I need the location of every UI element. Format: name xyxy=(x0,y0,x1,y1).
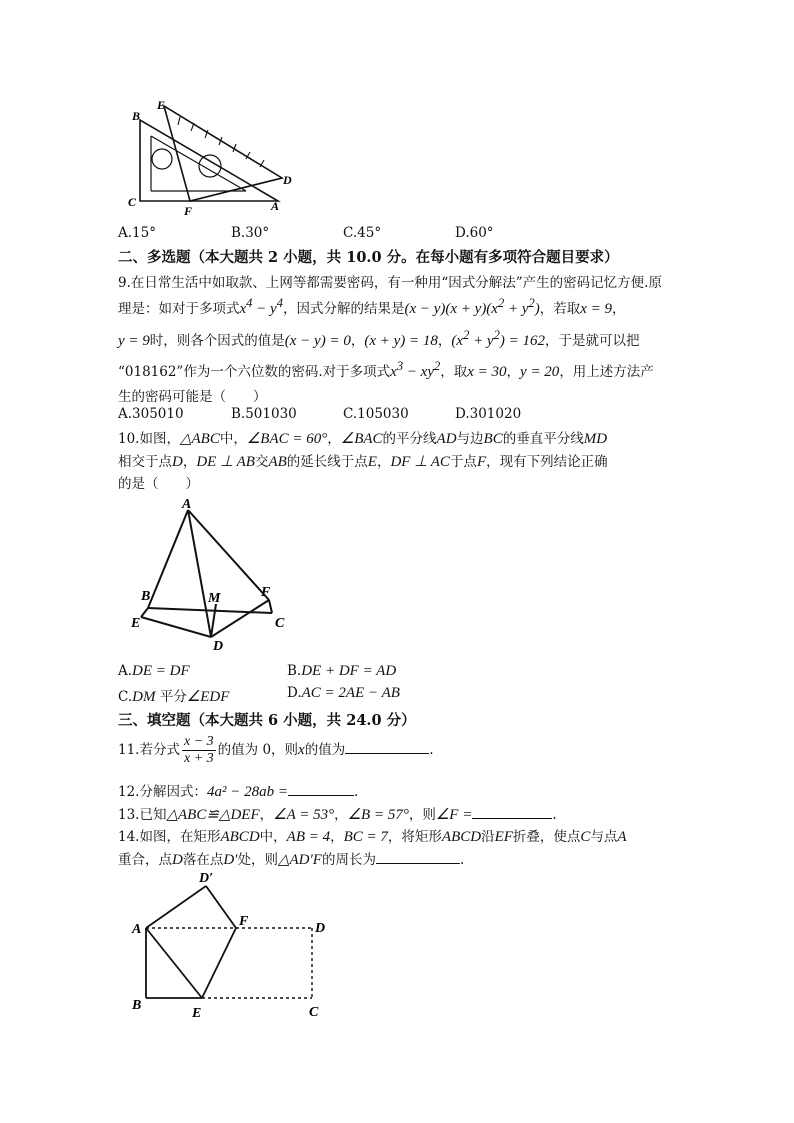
label-e: E xyxy=(192,1006,202,1021)
q10-line1: 10.如图，△ABC中，∠BAC = 60°，∠BAC的平分线AD与边BC的垂直平分线MD xyxy=(118,431,608,447)
q9-line4: “018162”作为一个六位数的密码.对于多项式$x^3 - xy^2$，取x = 30，y = 20，用上述方法产 xyxy=(118,359,654,380)
q8-option-a: A.15° xyxy=(118,225,156,241)
q13: 13.已知△ABC≌△DEF，∠A = 53°，∠B = 57°，则∠F = . xyxy=(118,803,557,824)
section3-title: 三、填空题（本大题共 6 小题，共 24.0 分） xyxy=(118,712,416,729)
q11: 11.若分式 $\frac{x - 3}{x + 3}$ 的值为 0，则x的值为 . xyxy=(118,734,434,766)
q10-option-b: B.DE + DF = AD xyxy=(287,663,397,679)
q8-option-c: C.45° xyxy=(343,225,382,241)
q9-line2: 理是：如对于多项式$x^4 - y^4$，因式分解的结果是$(x - y)(x + y)(x^2 + y^2)$，若取x = 9， xyxy=(118,296,626,317)
q9-option-a: A.305010 xyxy=(118,406,184,422)
hole-circle-1 xyxy=(152,149,172,169)
q8-option-b: B.30° xyxy=(231,225,270,241)
label-b: B xyxy=(141,589,151,604)
q10-option-d: D.AC = 2AE − AB xyxy=(287,685,400,701)
q10-figure xyxy=(124,492,304,656)
label-f: F xyxy=(184,204,193,218)
label-c: C xyxy=(128,195,137,209)
q14-line1: 14.如图，在矩形ABCD中，AB = 4，BC = 7，将矩形ABCD沿EF折叠，使点C与点A xyxy=(118,829,627,845)
q12: 12.分解因式：4a² − 28ab = . xyxy=(118,780,358,801)
label-d-prime: D′ xyxy=(199,871,214,886)
q14-line2: 重合，点D落在点D′处，则△AD′F的周长为 . xyxy=(118,848,464,869)
label-c: C xyxy=(275,616,285,631)
q9-line3: y = 9时，则各个因式的值是(x − y) = 0，(x + y) = 18，$(x^2 + y^2) = 162$，于是就可以把 xyxy=(118,328,640,349)
label-a: A xyxy=(132,922,142,937)
q8-figure xyxy=(118,96,308,220)
q14-figure xyxy=(126,868,336,1024)
label-e: E xyxy=(131,616,141,631)
q12-answer-blank[interactable] xyxy=(288,781,354,796)
q9-option-d: D.301020 xyxy=(455,406,522,422)
label-b: B xyxy=(132,109,141,123)
q9-option-c: C.105030 xyxy=(343,406,409,422)
q10-line2: 相交于点D，DE ⊥ AB交AB的延长线于点E，DF ⊥ AC于点F，现有下列结论正确 xyxy=(118,454,608,470)
label-m: M xyxy=(208,591,221,606)
q11-fraction: $\frac{x - 3}{x + 3}$ xyxy=(183,734,214,766)
q14-answer-blank[interactable] xyxy=(376,849,460,864)
label-a: A xyxy=(271,199,280,213)
triangle-bca xyxy=(140,120,278,201)
label-b: B xyxy=(132,998,142,1013)
q13-answer-blank[interactable] xyxy=(472,804,552,819)
label-f: F xyxy=(261,585,271,600)
label-d: D xyxy=(283,173,292,187)
q11-answer-blank[interactable] xyxy=(345,739,429,754)
label-e: E xyxy=(157,98,166,112)
label-f: F xyxy=(239,914,249,929)
section2-title: 二、多选题（本大题共 2 小题，共 10.0 分。在每小题有多项符合题目要求） xyxy=(118,249,619,266)
q8-option-d: D.60° xyxy=(455,225,494,241)
label-c: C xyxy=(309,1005,319,1020)
label-d: D xyxy=(213,639,224,654)
q9-line5: 生的密码可能是（ ） xyxy=(118,389,267,405)
q9-option-b: B.501030 xyxy=(231,406,297,422)
q10-line3: 的是（ ） xyxy=(118,476,199,492)
q9-line1: 9.在日常生活中如取款、上网等都需要密码，有一种用“因式分解法”产生的密码记忆方便.原 xyxy=(118,275,662,291)
label-d: D xyxy=(315,921,326,936)
q10-option-c: C.DM 平分∠EDF xyxy=(118,689,230,705)
q10-option-a: A.DE = DF xyxy=(118,663,190,679)
label-a: A xyxy=(182,497,192,512)
